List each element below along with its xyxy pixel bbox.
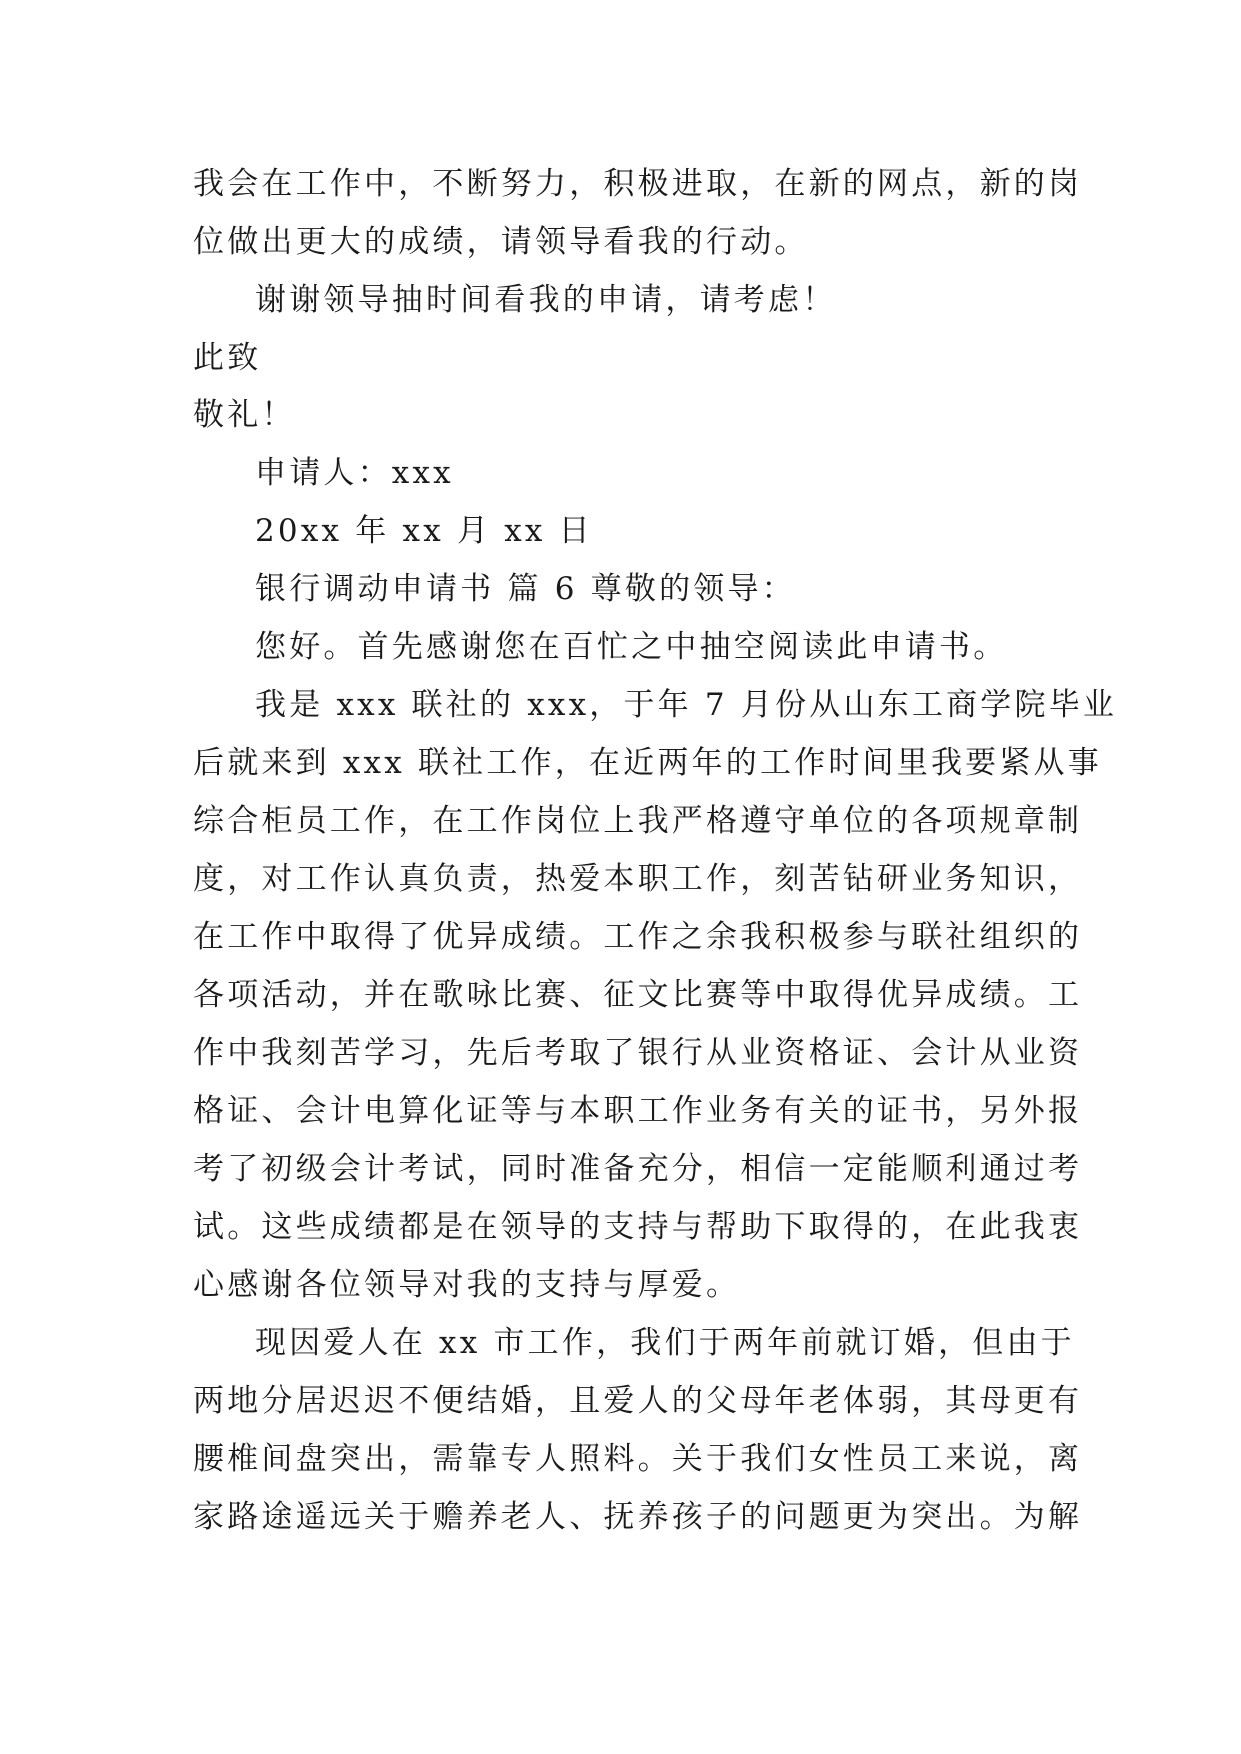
section-heading: 银行调动申请书 篇 6 尊敬的领导： — [255, 571, 796, 607]
text-line: 心感谢各位领导对我的支持与厚爱。 — [193, 1267, 741, 1303]
text-line: 位做出更大的成绩，请领导看我的行动。 — [193, 224, 809, 260]
text-line: 我是 xxx 联社的 xxx，于年 7 月份从山东工商学院毕业 — [255, 687, 1118, 723]
closing-salutation: 此致 — [193, 340, 262, 376]
text-line: 各项活动，并在歌咏比赛、征文比赛等中取得优异成绩。工 — [193, 977, 1083, 1013]
text-line: 现因爱人在 xx 市工作，我们于两年前就订婚，但由于 — [255, 1325, 1075, 1361]
text-line: 两地分居迟迟不便结婚，且爱人的父母年老体弱，其母更有 — [193, 1383, 1083, 1419]
date-line: 20xx 年 xx 月 xx 日 — [255, 513, 593, 549]
text-line: 家路途遥远关于赡养老人、抚养孩子的问题更为突出。为解 — [193, 1499, 1083, 1535]
text-line: 在工作中取得了优异成绩。工作之余我积极参与联社组织的 — [193, 919, 1083, 955]
text-line: 试。这些成绩都是在领导的支持与帮助下取得的，在此我衷 — [193, 1209, 1083, 1245]
text-line: 考了初级会计考试，同时准备充分，相信一定能顺利通过考 — [193, 1151, 1083, 1187]
text-line: 后就来到 xxx 联社工作，在近两年的工作时间里我要紧从事 — [193, 745, 1102, 781]
text-line: 作中我刻苦学习，先后考取了银行从业资格证、会计从业资 — [193, 1035, 1083, 1071]
text-line: 我会在工作中，不断努力，积极进取，在新的网点，新的岗 — [193, 166, 1083, 202]
text-line: 格证、会计电算化证等与本职工作业务有关的证书，另外报 — [193, 1093, 1083, 1129]
text-line: 谢谢领导抽时间看我的申请，请考虑！ — [255, 282, 837, 318]
text-line: 腰椎间盘突出，需靠专人照料。关于我们女性员工来说，离 — [193, 1441, 1083, 1477]
closing-regards: 敬礼！ — [193, 397, 296, 433]
text-line: 度，对工作认真负责，热爱本职工作，刻苦钻研业务知识， — [193, 861, 1083, 897]
applicant-signature: 申请人：xxx — [255, 455, 454, 491]
text-line: 综合柜员工作，在工作岗位上我严格遵守单位的各项规章制 — [193, 803, 1083, 839]
text-line: 您好。首先感谢您在百忙之中抽空阅读此申请书。 — [255, 629, 1008, 665]
